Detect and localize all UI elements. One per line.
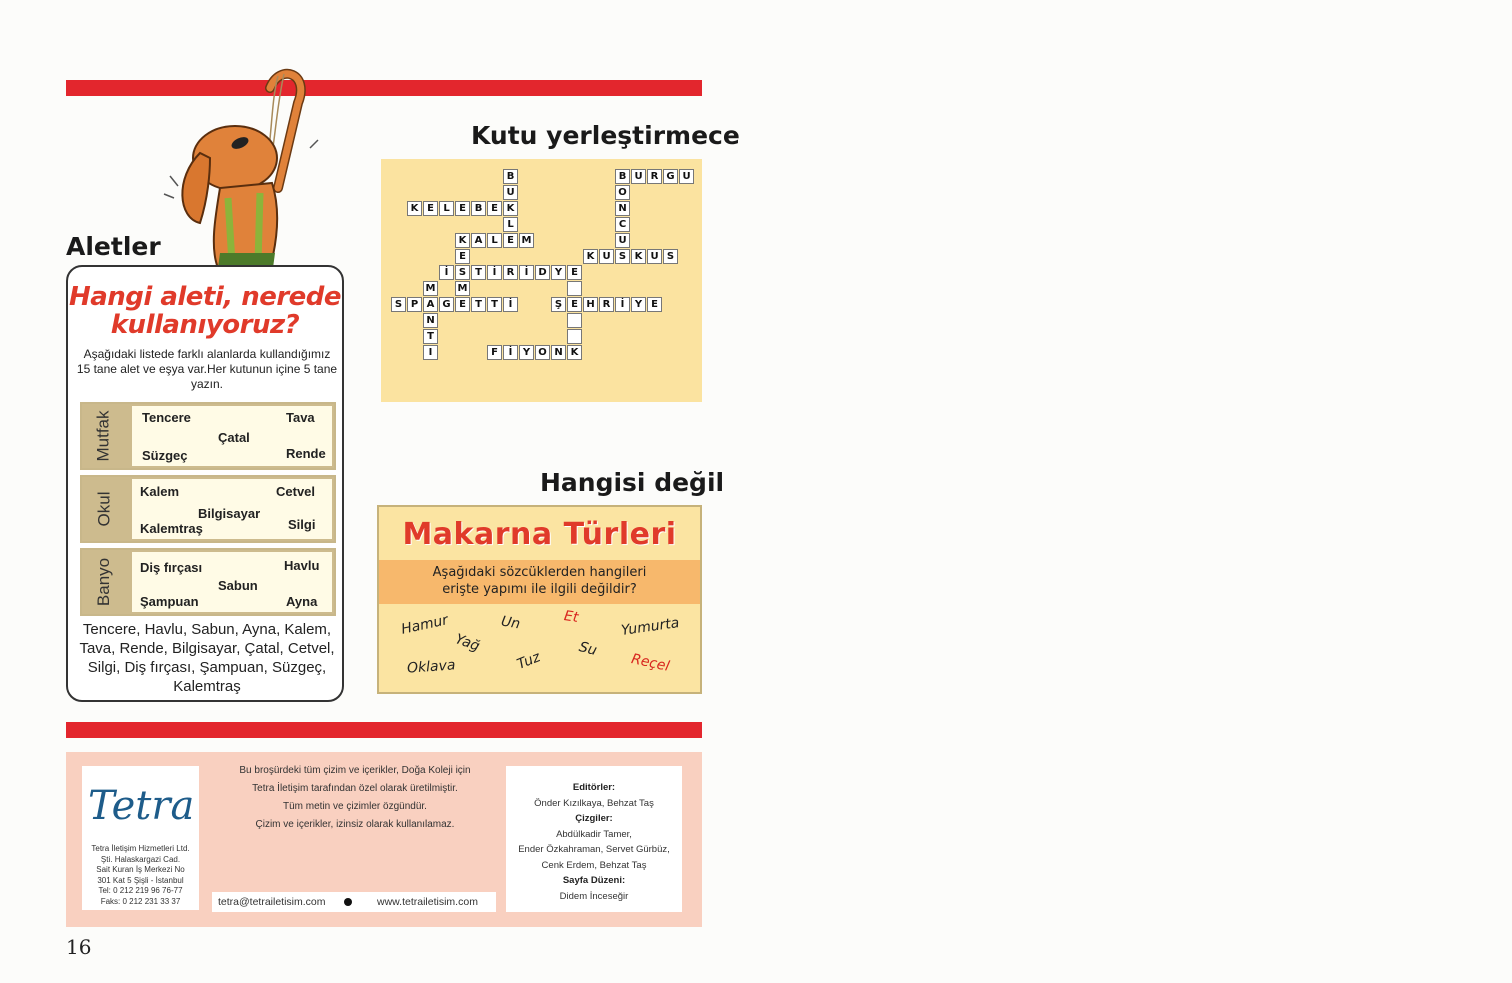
hangisi-title: Hangisi değil — [540, 468, 725, 497]
category-mutfak — [80, 402, 336, 470]
copyright-notice: Bu broşürdeki tüm çizim ve içerikler, Doğa Koleji için Tetra İletişim tarafından özel olarak üretilmiştir. Tüm metin ve çizimler özgündür. Çizim ve içerikler, izinsiz olarak kullanılamaz. — [239, 765, 471, 830]
crossword-cell: Ş — [551, 297, 566, 312]
crossword-cell: E — [487, 201, 502, 216]
crossword-cell: D — [535, 265, 550, 280]
crossword-cell: Y — [551, 265, 566, 280]
crossword-cell: K — [455, 233, 470, 248]
crossword-cell: E — [455, 297, 470, 312]
publisher-box — [82, 766, 199, 910]
tool-item: Çatal — [218, 430, 250, 445]
tool-item: Havlu — [284, 558, 320, 573]
makarna-box — [377, 505, 702, 694]
category-banyo — [80, 548, 336, 616]
crossword-cell: B — [471, 201, 486, 216]
crossword-cell — [567, 281, 582, 296]
category-label: Mutfak — [94, 410, 113, 462]
category-label: Banyo — [94, 557, 114, 607]
crossword-cell: T — [471, 297, 486, 312]
crossword-cell: U — [615, 233, 630, 248]
website-link[interactable]: www.tetrailetisim.com — [377, 896, 478, 908]
crossword-cell: İ — [503, 297, 518, 312]
question-line1: Aşağıdaki sözcüklerden hangileri — [432, 565, 647, 580]
tool-item: Cetvel — [276, 484, 316, 499]
crossword-cell: U — [631, 169, 646, 184]
bottom-red-bar — [66, 722, 702, 738]
crossword-cell: E — [567, 297, 582, 312]
tool-item: Ayna — [286, 594, 318, 609]
email-link[interactable]: tetra@tetrailetisim.com — [218, 896, 326, 908]
tool-item: Diş fırçası — [140, 560, 203, 575]
crossword-puzzle — [381, 159, 702, 402]
crossword-cell: M — [423, 281, 438, 296]
crossword-cell: B — [615, 169, 630, 184]
crossword-cell: M — [519, 233, 534, 248]
tool-item: Silgi — [288, 517, 316, 532]
crossword-cell: A — [471, 233, 486, 248]
dog-illustration — [160, 58, 320, 270]
pasta-word: Tuz — [514, 649, 543, 673]
crossword-cell: R — [647, 169, 662, 184]
crossword-cell: S — [455, 265, 470, 280]
kutu-title: Kutu yerleştirmece — [471, 121, 740, 150]
pasta-word: Oklava — [406, 657, 456, 677]
pasta-word: Su — [577, 638, 599, 660]
crossword-cell: İ — [503, 345, 518, 360]
page-number: 16 — [66, 935, 92, 959]
crossword-cell — [567, 329, 582, 344]
crossword-cell: K — [631, 249, 646, 264]
makarna-title: Makarna Türleri — [402, 517, 677, 552]
crossword-cell: Y — [631, 297, 646, 312]
crossword-cell: E — [567, 265, 582, 280]
crossword-cell: G — [663, 169, 678, 184]
tool-item: Şampuan — [140, 594, 199, 609]
crossword-cell: A — [423, 297, 438, 312]
crossword-cell: O — [535, 345, 550, 360]
crossword-cell: B — [503, 169, 518, 184]
tool-item: Tencere — [142, 410, 191, 425]
pasta-word: Reçel — [629, 651, 671, 675]
crossword-cell: İ — [519, 265, 534, 280]
crossword-cell: K — [583, 249, 598, 264]
tool-item: Bilgisayar — [198, 506, 261, 521]
card-title-line2: kullanıyoruz? — [110, 310, 300, 340]
pasta-word: Yumurta — [620, 615, 681, 639]
card-intro: Aşağıdaki listede farklı alanlarda kullandığımız 15 tane alet ve eşya var.Her kutunun içine 5 tane yazın. — [76, 347, 338, 391]
crossword-cell: L — [487, 233, 502, 248]
crossword-cell — [567, 313, 582, 328]
crossword-cell: P — [407, 297, 422, 312]
crossword-cell: G — [439, 297, 454, 312]
tool-item: Kalemtraş — [140, 521, 203, 536]
card-title — [68, 283, 342, 339]
tool-item: Sabun — [218, 578, 258, 593]
crossword-cell: E — [423, 201, 438, 216]
crossword-cell: U — [679, 169, 694, 184]
crossword-cell: İ — [487, 265, 502, 280]
crossword-cell: M — [455, 281, 470, 296]
bullet-icon — [344, 898, 352, 906]
crossword-cell: T — [487, 297, 502, 312]
tool-item: Rende — [286, 446, 326, 461]
crossword-cell: T — [423, 329, 438, 344]
tool-item: Süzgeç — [142, 448, 188, 463]
card-title-line1: Hangi aleti, nerede — [68, 282, 342, 312]
crossword-cell: F — [487, 345, 502, 360]
crossword-cell: R — [503, 265, 518, 280]
company-address: Tetra İletişim Hizmetleri Ltd. Şti. Halaskargazi Cad. Sait Kuran İş Merkezi No 301 Kat 5 Şişli - İstanbul Tel: 0 212 219 96 76-77 Faks: 0 212 231 33 37 — [91, 844, 190, 906]
crossword-cell: N — [615, 201, 630, 216]
question-line2: erişte yapımı ile ilgili değildir? — [442, 582, 637, 597]
crossword-cell: N — [551, 345, 566, 360]
category-label: Okul — [94, 491, 113, 527]
crossword-cell: L — [439, 201, 454, 216]
crossword-cell: U — [599, 249, 614, 264]
crossword-cell: C — [615, 217, 630, 232]
contact-bar — [212, 892, 496, 912]
crossword-cell: S — [391, 297, 406, 312]
tetra-logo: Tetra — [88, 783, 195, 829]
footer — [66, 752, 702, 927]
pasta-word: Hamur — [399, 612, 450, 638]
crossword-cell: K — [407, 201, 422, 216]
crossword-cell: R — [599, 297, 614, 312]
crossword-cell: Y — [519, 345, 534, 360]
crossword-cell: N — [423, 313, 438, 328]
crossword-cell: E — [455, 201, 470, 216]
crossword-cell: İ — [439, 265, 454, 280]
crossword-cell: E — [503, 233, 518, 248]
pasta-word: Un — [499, 613, 522, 633]
crossword-cell: E — [647, 297, 662, 312]
crossword-cell: I — [423, 345, 438, 360]
crossword-cell: İ — [615, 297, 630, 312]
pasta-word: Yağ — [453, 631, 482, 655]
makarna-question — [379, 560, 700, 604]
crossword-cell: S — [663, 249, 678, 264]
crossword-cell: U — [503, 185, 518, 200]
crossword-cell: U — [647, 249, 662, 264]
crossword-cell: K — [567, 345, 582, 360]
tool-item: Tava — [286, 410, 315, 425]
pasta-word: Et — [562, 608, 580, 626]
crossword-cell: E — [455, 249, 470, 264]
aletler-card — [66, 265, 344, 702]
crossword-cell: L — [503, 217, 518, 232]
crossword-cell: O — [615, 185, 630, 200]
word-list: Tencere, Havlu, Sabun, Ayna, Kalem, Tava, Rende, Bilgisayar, Çatal, Cetvel, Silgi, Diş fırçası, Şampuan, Süzgeç, Kalemtraş — [79, 621, 335, 695]
credits-box: Editörler: Önder Kızılkaya, Behzat Taş Çizgiler: Abdülkadir Tamer, Ender Özkahraman, Servet Gürbüz, Cenk Erdem, Behzat Taş Sayfa Düzeni: Didem İnceseğir — [506, 766, 682, 912]
aletler-title: Aletler — [66, 232, 161, 261]
crossword-cell: K — [503, 201, 518, 216]
crossword-cell: T — [471, 265, 486, 280]
crossword-cell: H — [583, 297, 598, 312]
category-okul — [80, 475, 336, 543]
crossword-cell: S — [615, 249, 630, 264]
tool-item: Kalem — [140, 484, 180, 499]
